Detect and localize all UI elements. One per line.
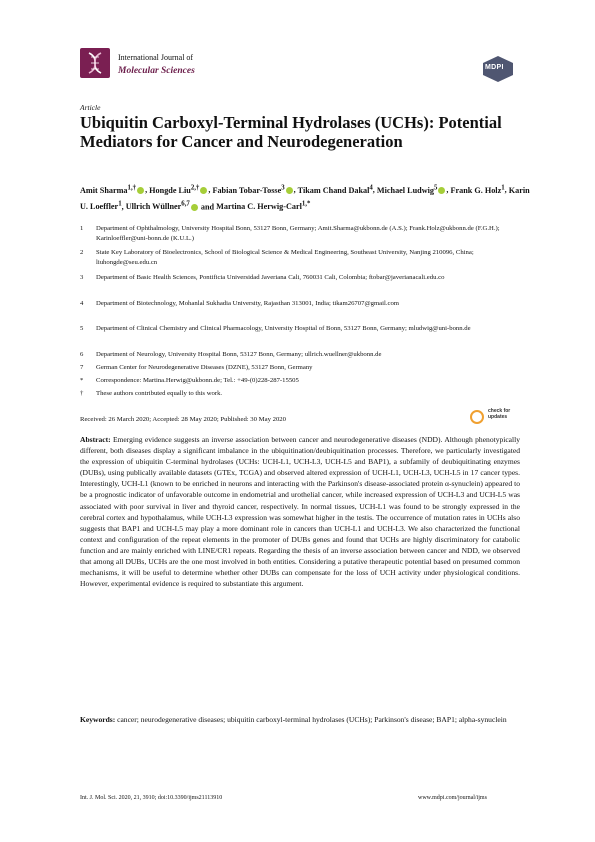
keywords xyxy=(80,714,520,725)
affiliation: 5 Department of Clinical Chemistry and Clinical Pharmacology, University Hospital of Bonn, 53127 Bonn, Germany; mludwig@uni-bonn.de xyxy=(80,325,471,332)
orcid-icon[interactable] xyxy=(191,204,198,211)
author[interactable]: Martina C. Herwig-Carl$^{1,*}$ xyxy=(216,200,311,212)
affiliation: 6 Department of Neurology, University Hospital Bonn, 53127 Bonn, Germany; ullrich.wuellner@ukbonn.de xyxy=(80,351,382,358)
check-for-updates-badge[interactable]: check for updates xyxy=(488,408,511,420)
publication-dates: Received: 26 March 2020; Accepted: 28 May 2020; Published: 30 May 2020 xyxy=(80,416,286,423)
author[interactable]: Michael Ludwig$^5$ xyxy=(376,184,438,195)
affiliation: 1 Department of Ophthalmology, University Hospital Bonn, 53127 Bonn, Germany; Amit.Sharma@ukbonn.de (A.S.); Frank.Holz@ukbonn.de (F.G.H.); Karinloeffler@uni-bonn.de (K.U.L.) xyxy=(80,225,500,242)
journal-name-line2: Molecular Sciences xyxy=(118,66,195,76)
author[interactable]: Frank G. Holz$^1$ xyxy=(450,184,505,195)
keywords-text: cancer; neurodegenerative diseases; ubiquitin carboxyl-terminal hydrolases (UCHs); Parkinson's disease; BAP1; alpha-synuclein xyxy=(117,715,507,724)
journal-name-line1: International Journal of xyxy=(118,53,194,62)
affiliation: 3 Department of Basic Health Sciences, Pontificia Universidad Javeriana Cali, 760031 Cali, Colombia; ftobar@javerianacali.edu.co xyxy=(80,274,445,281)
orcid-icon[interactable] xyxy=(137,187,144,194)
publisher-logo-text: MDPI xyxy=(485,64,504,71)
abstract-label: Abstract: xyxy=(80,435,111,444)
author[interactable]: Tikam Chand Dakal$^4$ xyxy=(297,184,373,195)
abstract xyxy=(80,434,520,589)
journal-url[interactable]: www.mdpi.com/journal/ijms xyxy=(418,795,487,801)
author-list: Amit Sharma$^{1,\dagger}$ , Hongde Liu$^{2,\dagger}$ , Fabian Tobar-Tosse$^3$ , Tikam Chand Dakal$^4$, Michael Ludwig$^5$ , Frank G. Holz$^1$, Karin U. Loeffler$^1$, Ullrich Wüllner$^{6,7}$ and Martina C. Herwig-Carl$^{1,*}$ xyxy=(80,184,530,212)
equal-contribution-note: † These authors contributed equally to this work. xyxy=(80,390,223,397)
affiliation: 2 State Key Laboratory of Bioelectronics, School of Biological Science & Medical Engineering, Southeast University, Nanjing 210096, China; liuhongde@seu.edu.cn xyxy=(80,249,474,266)
abstract-text: Emerging evidence suggests an inverse association between cancer and neurodegenerative diseases (NDD). Although phenotypically different, both diseases display a significant imbalance in the ubiquitination/deubiquitination processes. Therefore, we particularly investigated the expression of ubiquitin C-terminal hydrolases (UCHs: UCH-L1, UCH-L3, UCH-L5 and BAP1), a subfamily of deubiquitinating enzymes (DUBs), using publically available datasets (GTEx, TCGA) and observed altered expression of UCH-L1, UCH-L3, UCH-L5 in 17 cancer types. Interestingly, UCH-L1 (known to be enriched in neurons and interacting with the Parkinson's disease-associated protein α-synuclein) appeared to be a prognostic indicator of unfavorable outcome in endometrial and urothelial cancer, while increased expression of UCH-L3 and UCH-L5 was associated with poor survival in liver and thyroid cancer, respectively. In normal tissues, UCH-L1 was found to be strongly expressed in the cerebral cortex and hypothalamus, while UCH-L3 expression was somewhat higher in the testis. The occurrence of mutation rates in UCHs also suggests that BAP1 and UCH-L5 may play a more dominant role in cancers than UCH-L1 and UCH-L3. We also characterized the functional context and configuration of the repeat elements in the promoter of DUBs genes and found that UCHs are highly discriminatory for catabolic function and are mainly enriched with LINE/CR1 repeats. Regarding the thesis of an inverse association between cancer and NDD, we observed that among all DUBs, UCHs are the one most involved in both entities. Considering a putative therapeutic potential based on presumed common mechanisms, it will be useful to determine whether other DUBs can compensate for the loss of UCH activity under physiological conditions. However, experimental evidence is required to substantiate this argument. xyxy=(80,435,520,589)
keywords-label: Keywords: xyxy=(80,715,116,724)
affiliation: 7 German Center for Neurodegenerative Diseases (DZNE), 53127 Bonn, Germany xyxy=(80,364,313,371)
author[interactable]: Karin U. Loeffler$^1$ xyxy=(80,185,530,212)
article-title: Ubiquitin Carboxyl-Terminal Hydrolases (UCHs): Potential Mediators for Cancer and Neurodegeneration xyxy=(80,113,502,151)
citation-footer: Int. J. Mol. Sci. 2020, 21, 3910; doi:10.3390/ijms21113910 xyxy=(80,795,223,801)
affiliation: 4 Department of Biotechnology, Mohanlal Sukhadia University, Rajasthan 313001, India; tikam26707@gmail.com xyxy=(80,300,400,307)
author[interactable]: Hongde Liu$^{2,\dagger}$ xyxy=(149,184,200,195)
orcid-icon[interactable] xyxy=(286,187,293,194)
author[interactable]: Amit Sharma$^{1,\dagger}$ xyxy=(80,184,137,195)
correspondence: * Correspondence: Martina.Herwig@ukbonn.de; Tel.: +49-(0)228-287-15505 xyxy=(80,377,299,384)
author[interactable]: Ullrich Wüllner$^{6,7}$ xyxy=(125,200,190,212)
check-for-updates-icon[interactable] xyxy=(470,410,484,424)
orcid-icon[interactable] xyxy=(200,187,207,194)
author[interactable]: Fabian Tobar-Tosse$^3$ xyxy=(212,184,285,195)
orcid-icon[interactable] xyxy=(438,187,445,194)
journal-logo xyxy=(80,48,110,78)
article-type: Article xyxy=(80,103,101,112)
dna-icon xyxy=(80,48,110,78)
